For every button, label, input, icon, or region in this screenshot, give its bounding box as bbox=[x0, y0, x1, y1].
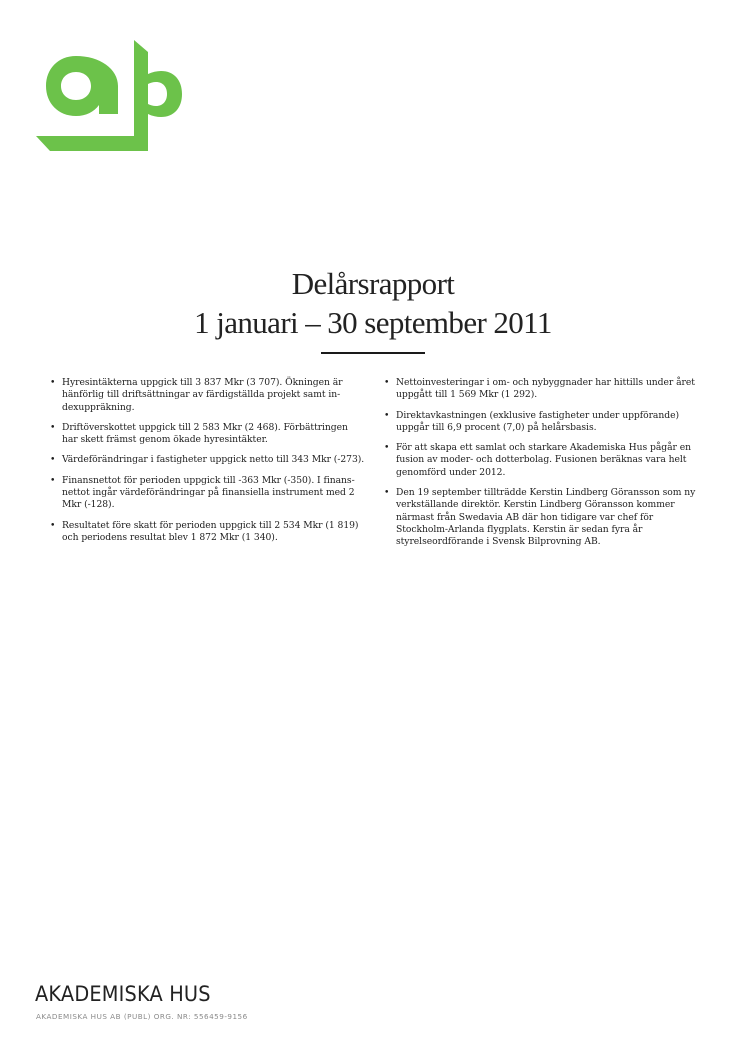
bullet-icon: • bbox=[50, 454, 56, 466]
highlight-item bbox=[48, 454, 366, 466]
bullet-icon: • bbox=[384, 377, 390, 388]
highlight-text: Nettoinvesteringar i om- och nybyggnader har hittills under året uppgått till 1 569 Mkr (1 292). bbox=[396, 377, 695, 401]
highlight-text: För att skapa ett samlat och starkare Akademiska Hus pågår en fusion av moder- och dotterbolag. Fusionen beräknas vara helt genomförd under 2012. bbox=[396, 442, 692, 478]
highlight-item bbox=[48, 422, 366, 447]
bullet-icon: • bbox=[384, 442, 390, 454]
highlight-text: Driftöverskottet uppgick till 2 583 Mkr (2 468). Förbättringen har skett främst genom ökade hyresintäkter. bbox=[62, 421, 348, 446]
highlight-item bbox=[382, 410, 700, 435]
company-name: AKADEMISKA HUS bbox=[35, 982, 211, 1006]
highlight-text: Hyresintäkterna uppgick till 3 837 Mkr (3 707). Ökningen är hänförlig till driftsättningar av färdigställda projekt samt in-dexuppräkning. bbox=[62, 377, 343, 413]
highlight-item bbox=[48, 377, 366, 414]
highlight-item bbox=[382, 442, 700, 479]
logo-b-counter bbox=[148, 82, 167, 106]
bullet-icon: • bbox=[50, 377, 56, 388]
bullet-icon: • bbox=[384, 487, 390, 499]
highlight-item bbox=[382, 487, 700, 548]
bullet-icon: • bbox=[50, 421, 56, 433]
bullet-icon: • bbox=[384, 409, 390, 421]
report-title: Delårsrapport bbox=[291, 266, 455, 301]
ah-logo bbox=[36, 38, 186, 154]
organization-number: AKADEMISKA HUS AB (PUBL) ORG. NR: 556459-9156 bbox=[36, 1012, 248, 1021]
highlights-right-list bbox=[382, 377, 700, 557]
highlight-text: Värdeförändringar i fastigheter uppgick netto till 343 Mkr (-273). bbox=[62, 454, 365, 466]
highlights-left-list bbox=[48, 377, 366, 552]
highlight-text: Resultatet före skatt för perioden uppgick till 2 534 Mkr (1 819) och periodens resultat blev 1 872 Mkr (1 340). bbox=[62, 519, 359, 543]
highlight-text: Finansnettot för perioden uppgick till -363 Mkr (-350). I finans-nettot ingår värdeförändringar på finansiella instrument med 2 Mkr (-128). bbox=[62, 474, 355, 511]
highlight-text: Direktavkastningen (exklusive fastigheter under uppförande) uppgår till 6,9 procent (7,0) på helårsbasis. bbox=[396, 409, 679, 433]
bullet-icon: • bbox=[50, 519, 56, 531]
logo-base-bar bbox=[36, 136, 148, 151]
highlight-text: Den 19 september tillträdde Kerstin Lindberg Göransson som ny verkställande direktör. Kerstin Lindberg Göransson kommer närmast från Swedavia AB där hon tidigare var chef för Stockholm-Arlanda flygplats. Kerstin är sedan fyra år styrelseordförande i Svensk Bilprovning AB. bbox=[396, 487, 696, 548]
report-period: 1 januari – 30 september 2011 bbox=[194, 305, 552, 340]
title-divider bbox=[321, 352, 425, 354]
logo-a-shape bbox=[46, 56, 118, 116]
highlight-item bbox=[382, 377, 700, 402]
highlight-item bbox=[48, 520, 366, 545]
bullet-icon: • bbox=[50, 474, 56, 486]
highlight-item bbox=[48, 475, 366, 512]
